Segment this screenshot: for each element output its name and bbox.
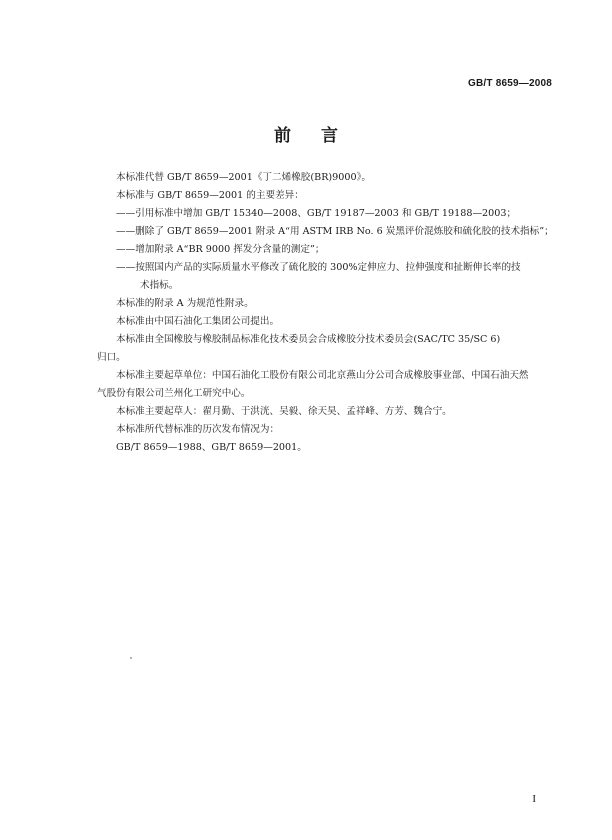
paragraph-history: GB/T 8659—1988、GB/T 8659—2001。 [116, 442, 307, 453]
list-item-difference-4: ——按照国内产品的实际质量水平修改了硫化胶的 300%定伸应力、拉伸强度和扯断伸长率的技 [116, 262, 521, 273]
paragraph-committee-continued: 归口。 [97, 352, 126, 363]
paragraph-committee: 本标准由全国橡胶与橡胶制品标准化技术委员会合成橡胶分技术委员会(SAC/TC 35/SC 6) [116, 334, 501, 345]
foreword-body [97, 169, 557, 457]
paragraph-differences-intro: 本标准与 GB/T 8659—2001 的主要差异： [116, 190, 304, 201]
paragraph-replaces: 本标准代替 GB/T 8659—2001《丁二烯橡胶(BR)9000》。 [116, 172, 371, 183]
list-item-difference-3: ——增加附录 A“BR 9000 挥发分含量的测定”； [116, 244, 325, 255]
paragraph-annex: 本标准的附录 A 为规范性附录。 [116, 298, 254, 309]
list-item-difference-1: ——引用标准中增加 GB/T 15340—2008、GB/T 19187—2003 和 GB/T 19188—2003； [116, 208, 517, 219]
list-item-difference-2: ——删除了 GB/T 8659—2001 附录 A“用 ASTM IRB No. 6 炭黑评价混炼胶和硫化胶的技术指标”； [116, 226, 554, 237]
list-item-difference-4-continued: 术指标。 [140, 280, 179, 291]
page-title: 前 言 [274, 126, 350, 146]
page-number: I [532, 793, 536, 805]
scan-speck [130, 657, 132, 659]
paragraph-drafting-units-continued: 气股份有限公司兰州化工研究中心。 [97, 388, 251, 399]
paragraph-proposer: 本标准由中国石油化工集团公司提出。 [116, 316, 280, 327]
paragraph-drafting-units: 本标准主要起草单位：中国石油化工股份有限公司北京燕山分公司合成橡胶事业部、中国石油天然 [116, 370, 529, 381]
paragraph-history-intro: 本标准所代替标准的历次发布情况为： [116, 424, 280, 435]
paragraph-drafters: 本标准主要起草人：翟月勤、于洪洸、吴毅、徐天昊、孟祥峰、方芳、魏合宁。 [116, 406, 452, 417]
standard-code-header: GB/T 8659—2008 [468, 78, 552, 89]
